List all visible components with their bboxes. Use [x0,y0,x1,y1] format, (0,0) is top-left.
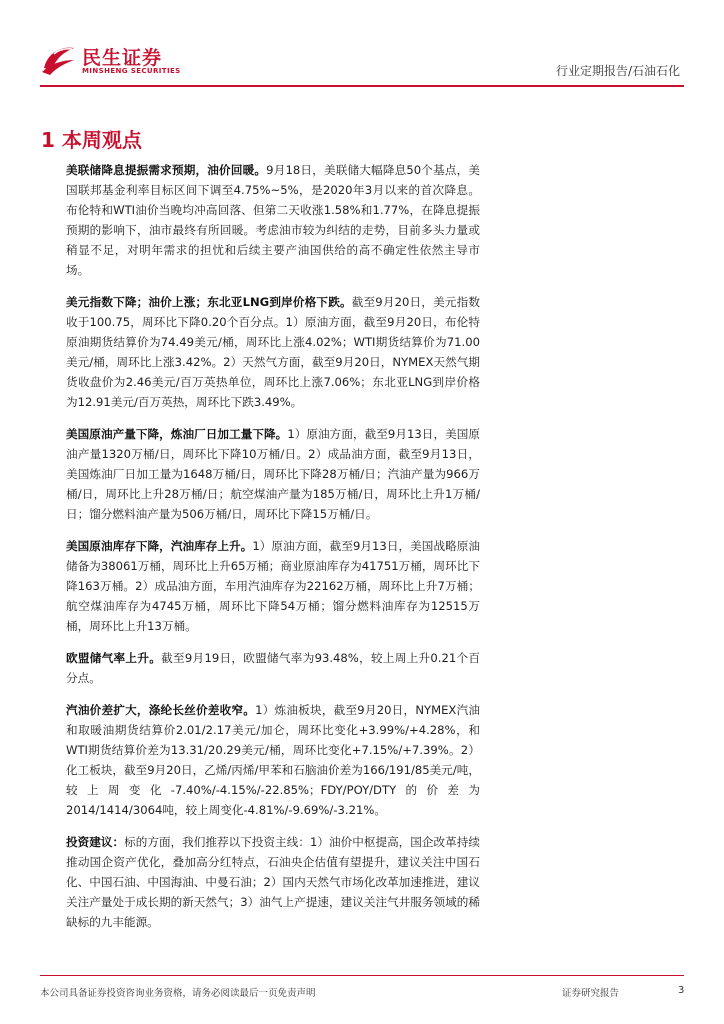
paragraph-lead: 汽油价差扩大，涤纶长丝价差收窄。 [66,703,256,717]
header-divider [40,85,684,87]
paragraph-investment-advice [66,832,480,932]
paragraph-text: 1）原油方面，截至9月13日，美国原油产量1320万桶/日，周环比下降10万桶/日。2）成品油方面，截至9月13日，美国炼油厂日加工量为1648万桶/日，周环比下降28万桶/日；汽油产量为966万桶/日，周环比上升28万桶/日；航空煤油产量为185万桶/日，周环比上升1万桶/日；馏分燃料油产量为506万桶/日，周环比下降15万桶/日。 [66,427,480,521]
paragraph-lead: 美国原油产量下降，炼油厂日加工量下降。 [66,427,288,441]
paragraph-us-production [66,424,480,524]
paragraph-text: 1）炼油板块，截至9月20日，NYMEX汽油和取暖油期货结算价2.01/2.17美元/加仑，周环比变化+3.99%/+4.28%，和WTI期货结算价差为13.31/20.29美元/桶，周环比变化+7.15%/+7.39%。2）化工板块，截至9月20日，乙烯/丙烯/甲苯和石脑油价差为166/191/85美元/吨，较上周变化-7.40%/-4.15%/-22.85%；FDY/POY/DTY的价差为2014/1414/3064吨，较上周变化-4.81%/-9.69%/-3.21%。 [66,703,480,817]
paragraph-lead: 欧盟储气率上升。 [66,651,162,665]
brand-logo [40,40,190,80]
minsheng-logo-icon [40,42,76,76]
brand-name-en: MINSHENG SECURITIES [82,67,181,75]
paragraph-spreads [66,700,480,820]
report-type-label: 行业定期报告/石油石化 [555,64,680,78]
paragraph-usd-oil-lng [66,292,480,412]
paragraph-lead: 投资建议： [66,835,125,849]
page-number: 3 [678,985,685,996]
paragraph-fed-rate-cut [66,160,480,280]
paragraph-text: 截至9月20日，美元指数收于100.75，周环比下降0.20个百分点。1）原油方面，截至9月20日，布伦特原油期货结算价为74.49美元/桶，周环比上涨4.02%；WTI期货结算价为71.00美元/桶，周环比上涨3.42%。2）天然气方面，截至9月20日，NYMEX天然气期货收盘价为2.46美元/百万英热单位，周环比上涨7.06%；东北亚LNG到岸价格为12.91美元/百万英热，周环比下跌3.49%。 [66,295,480,409]
paragraph-lead: 美联储降息提振需求预期，油价回暖。 [66,163,267,177]
section-title: 1 本周观点 [41,128,142,152]
paragraph-us-inventory [66,536,480,636]
report-body [66,160,480,944]
footer-divider [40,975,684,976]
paragraph-text: 9月18日，美联储大幅降息50个基点，美国联邦基金利率目标区间下调至4.75%~5%，是2020年3月以来的首次降息。布伦特和WTI油价当晚均冲高回落、但第二天收涨1.58%和1.77%，在降息提振预期的影响下，油市最终有所回暖。考虑油市较为纠结的走势，目前多头力量或稍显不足，对明年需求的担忧和后续主要产油国供给的高不确定性依然主导市场。 [66,163,480,277]
footer-disclaimer: 本公司具备证券投资咨询业务资格，请务必阅读最后一页免责声明 [40,988,316,999]
page-header [0,0,724,90]
paragraph-text: 截至9月19日，欧盟储气率为93.48%，较上周上升0.21个百分点。 [66,651,480,685]
paragraph-text: 1）原油方面，截至9月13日，美国战略原油储备为38061万桶，周环比上升65万桶；商业原油库存为41751万桶，周环比下降163万桶。2）成品油方面，车用汽油库存为22162万桶，周环比上升7万桶；航空煤油库存为4745万桶，周环比下降54万桶；馏分燃料油库存为12515万桶，周环比上升13万桶。 [66,539,480,633]
paragraph-text: 标的方面，我们推荐以下投资主线：1）油价中枢提高，国企改革持续推动国企资产优化，叠加高分红特点，石油央企估值有望提升，建议关注中国石化、中国石油、中国海油、中曼石油；2）国内天然气市场化改革加速推进，建议关注产量处于成长期的新天然气；3）油气上产提速，建议关注气井服务领域的稀缺标的九丰能源。 [66,835,480,929]
brand-name-cn: 民生证券 [82,47,163,69]
footer-doc-type: 证券研究报告 [562,988,620,999]
paragraph-lead: 美元指数下降；油价上涨；东北亚LNG到岸价格下跌。 [66,295,352,309]
paragraph-eu-gas-storage [66,648,480,688]
paragraph-lead: 美国原油库存下降，汽油库存上升。 [66,539,253,553]
